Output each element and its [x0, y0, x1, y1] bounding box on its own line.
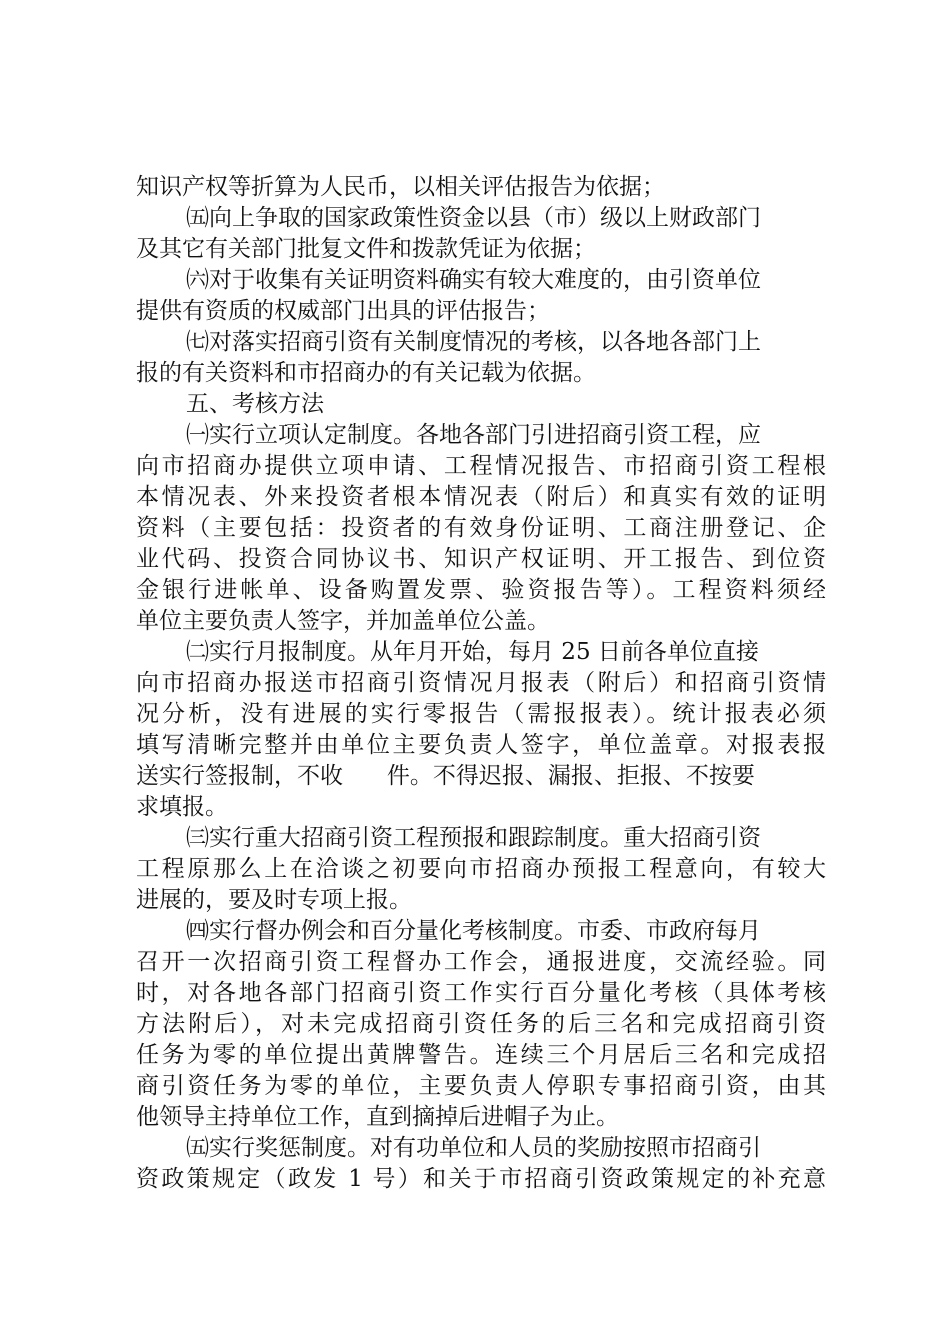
paragraph-first-line: ㈡实行月报制度。从年月开始，每月 25 日前各单位直接	[186, 639, 759, 665]
paragraph-line: 进展的，要及时专项上报。	[136, 887, 412, 913]
paragraph-first-line: 五、考核方法	[186, 391, 324, 417]
paragraph-line: 任务为零的单位提出黄牌警告。连续三个月居后三名和完成招	[136, 1042, 826, 1068]
paragraph-line: 工程原那么上在洽谈之初要向市招商办预报工程意向，有较大	[136, 856, 826, 882]
paragraph-line: 及其它有关部门批复文件和拨款凭证为依据；	[136, 236, 596, 262]
paragraph-first-line: ㈤向上争取的国家政策性资金以县（市）级以上财政部门	[186, 205, 761, 231]
paragraph-first-line: ㈠实行立项认定制度。各地各部门引进招商引资工程，应	[186, 422, 761, 448]
paragraph-line: 向市招商办提供立项申请、工程情况报告、市招商引资工程根	[136, 453, 826, 479]
paragraph-line: 况分析，没有进展的实行零报告（需报报表）。统计报表必须	[136, 701, 826, 727]
paragraph-line: 方法附后），对未完成招商引资任务的后三名和完成招商引资	[136, 1011, 826, 1037]
paragraph-line: 资政策规定（政发 1 号）和关于市招商引资政策规定的补充意	[136, 1166, 826, 1192]
paragraph-line: 业代码、投资合同协议书、知识产权证明、开工报告、到位资	[136, 546, 826, 572]
paragraph-line: 他领导主持单位工作，直到摘掉后进帽子为止。	[136, 1104, 619, 1130]
paragraph-line: 送实行签报制，不收 件。不得迟报、漏报、拒报、不按要	[136, 763, 755, 789]
paragraph-line: 向市招商办报送市招商引资情况月报表（附后）和招商引资情	[136, 670, 826, 696]
paragraph-line: 单位主要负责人签字，并加盖单位公盖。	[136, 608, 550, 634]
paragraph-line: 商引资任务为零的单位，主要负责人停职专事招商引资，由其	[136, 1073, 826, 1099]
paragraph-line: 提供有资质的权威部门出具的评估报告；	[136, 298, 550, 324]
paragraph-first-line: ㈢实行重大招商引资工程预报和跟踪制度。重大招商引资	[186, 825, 761, 851]
paragraph-line: 报的有关资料和市招商办的有关记载为依据。	[136, 360, 596, 386]
paragraph-line: 填写清晰完整并由单位主要负责人签字，单位盖章。对报表报	[136, 732, 826, 758]
paragraph-line: 金银行进帐单、设备购置发票、验资报告等）。工程资料须经	[136, 577, 826, 603]
paragraph-first-line: ㈣实行督办例会和百分量化考核制度。市委、市政府每月	[186, 918, 761, 944]
paragraph-line: 时，对各地各部门招商引资工作实行百分量化考核（具体考核	[136, 980, 826, 1006]
paragraph-first-line: ㈥对于收集有关证明资料确实有较大难度的，由引资单位	[186, 267, 761, 293]
paragraph-line: 知识产权等折算为人民币，以相关评估报告为依据；	[136, 174, 665, 200]
paragraph-line: 本情况表、外来投资者根本情况表（附后）和真实有效的证明	[136, 484, 826, 510]
paragraph-line: 召开一次招商引资工程督办工作会，通报进度，交流经验。同	[136, 949, 826, 975]
paragraph-line: 资料（主要包括：投资者的有效身份证明、工商注册登记、企	[136, 515, 826, 541]
document-body	[136, 172, 826, 1195]
paragraph-line: 求填报。	[136, 794, 228, 820]
paragraph-first-line: ㈤实行奖惩制度。对有功单位和人员的奖励按照市招商引	[186, 1135, 761, 1161]
paragraph-first-line: ㈦对落实招商引资有关制度情况的考核，以各地各部门上	[186, 329, 761, 355]
